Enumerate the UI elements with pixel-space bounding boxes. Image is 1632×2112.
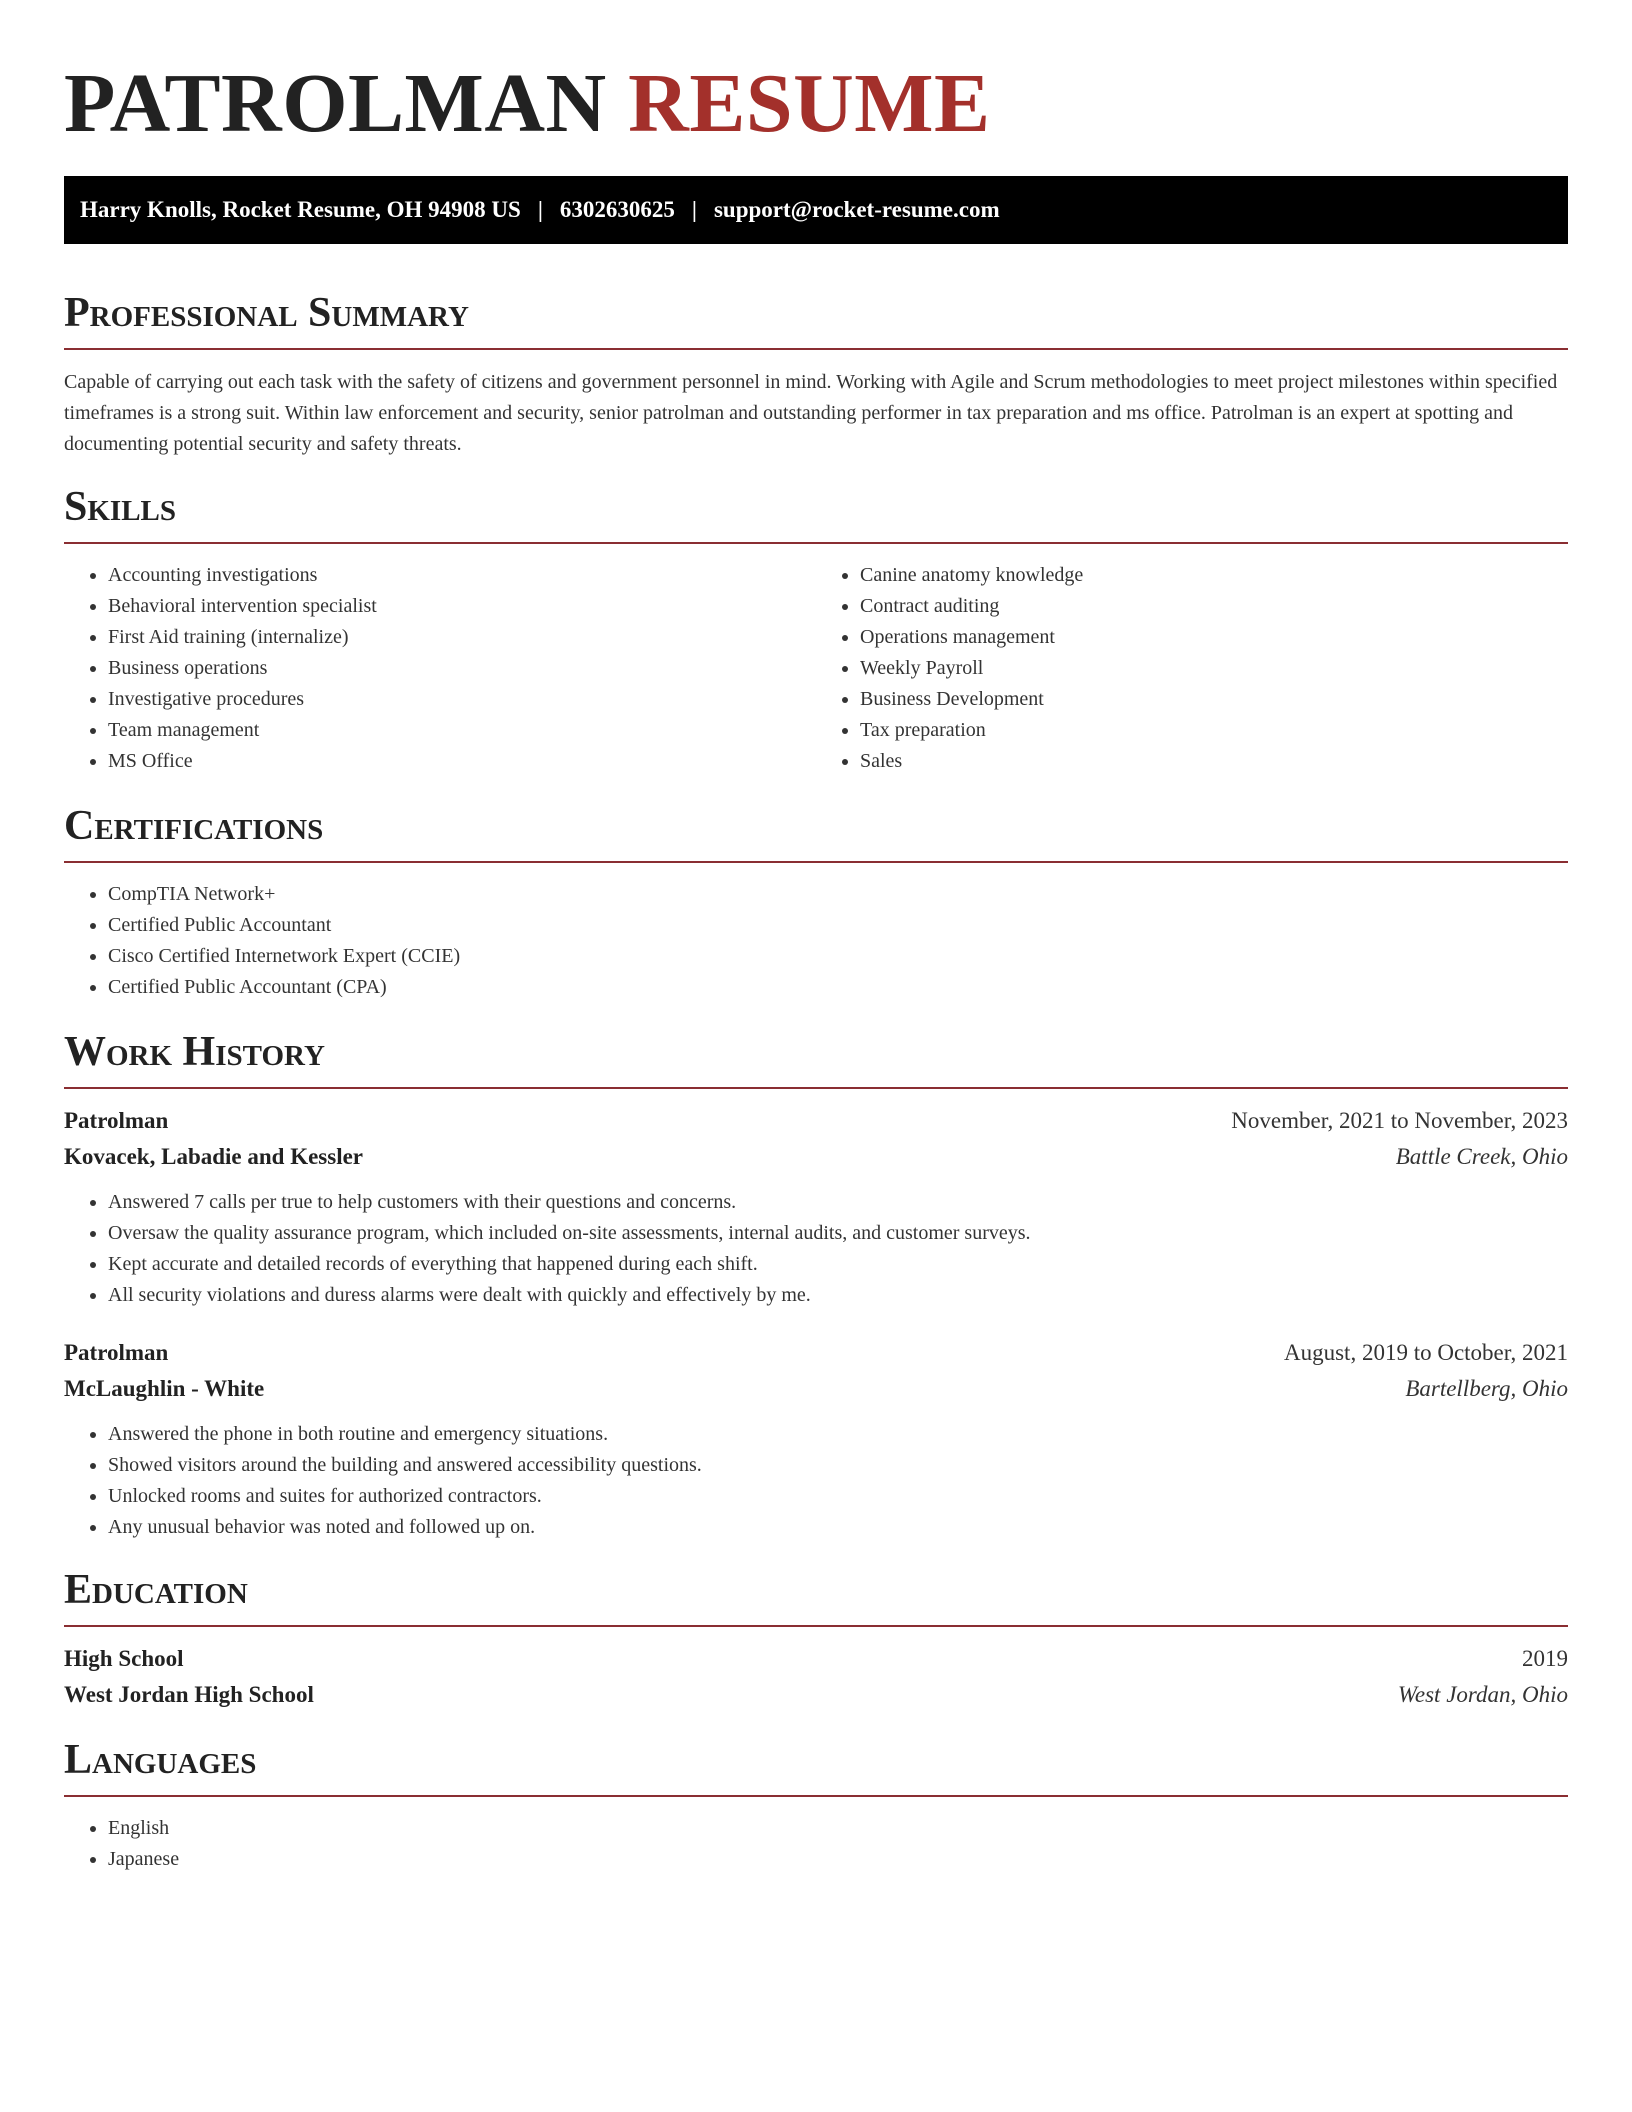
contact-phone[interactable]: 6302630625: [559, 197, 675, 222]
resume-title: [64, 0, 1568, 150]
job-duty-item: • All security violations and duress alarms were dealt with quickly and effectively by me.: [108, 1280, 1568, 1311]
education-entry: [64, 1641, 1568, 1713]
section-heading-education: Education: [64, 1565, 1568, 1627]
contact-name-address: Harry Knolls, Rocket Resume, OH 94908 US: [80, 197, 521, 222]
summary-section: [64, 288, 1568, 460]
certification-item: • Certified Public Accountant: [108, 910, 1568, 941]
skill-item: • Canine anatomy knowledge: [860, 560, 1568, 591]
job-duty-item: • Oversaw the quality assurance program, which included on-site assessments, internal audits, and customer surveys.: [108, 1218, 1568, 1249]
contact-separator: |: [537, 197, 543, 222]
section-heading-work-history: Work History: [64, 1027, 1568, 1089]
certifications-list: [64, 879, 1568, 1003]
job-dates: November, 2021 to November, 2023: [1231, 1108, 1568, 1133]
education-row-1: [64, 1641, 1568, 1677]
contact-email[interactable]: support@rocket-resume.com: [713, 197, 1000, 222]
job-entry: [64, 1335, 1568, 1543]
section-heading-certifications: Certifications: [64, 801, 1568, 863]
job-company: Kovacek, Labadie and Kessler: [64, 1144, 364, 1169]
education-school: West Jordan High School: [64, 1682, 314, 1707]
skill-item: • Operations management: [860, 622, 1568, 653]
skills-columns: [64, 560, 1568, 777]
language-item: • Japanese: [108, 1844, 1568, 1875]
job-duties-list: [64, 1187, 1568, 1311]
contact-separator: |: [691, 197, 697, 222]
skill-item: • MS Office: [108, 746, 816, 777]
job-company: McLaughlin - White: [64, 1376, 265, 1401]
skill-item: • Business operations: [108, 653, 816, 684]
languages-list: [64, 1813, 1568, 1875]
job-dates: August, 2019 to October, 2021: [1284, 1340, 1568, 1365]
languages-section: [64, 1735, 1568, 1875]
skill-item: • Contract auditing: [860, 591, 1568, 622]
education-year: 2019: [1522, 1646, 1568, 1671]
job-duty-item: • Kept accurate and detailed records of everything that happened during each shift.: [108, 1249, 1568, 1280]
skills-list-left: [64, 560, 816, 777]
skill-item: • Tax preparation: [860, 715, 1568, 746]
certifications-section: [64, 801, 1568, 1003]
job-duty-item: • Answered the phone in both routine and emergency situations.: [108, 1419, 1568, 1450]
skill-item: • Weekly Payroll: [860, 653, 1568, 684]
title-main: PATROLMAN: [64, 57, 607, 150]
job-header-row: [64, 1103, 1568, 1139]
job-duty-item: • Showed visitors around the building and answered accessibility questions.: [108, 1450, 1568, 1481]
certification-item: • CompTIA Network+: [108, 879, 1568, 910]
certification-item: • Certified Public Accountant (CPA): [108, 972, 1568, 1003]
job-title: Patrolman: [64, 1108, 169, 1133]
job-title: Patrolman: [64, 1340, 169, 1365]
section-heading-skills: Skills: [64, 482, 1568, 544]
skill-item: • First Aid training (internalize): [108, 622, 816, 653]
job-company-row: [64, 1139, 1568, 1175]
job-entry: [64, 1103, 1568, 1311]
education-row-2: [64, 1677, 1568, 1713]
skill-item: • Investigative procedures: [108, 684, 816, 715]
certification-item: • Cisco Certified Internetwork Expert (CCIE): [108, 941, 1568, 972]
education-section: [64, 1565, 1568, 1713]
job-location: Bartellberg, Ohio: [1405, 1376, 1568, 1401]
skill-item: • Business Development: [860, 684, 1568, 715]
language-item: • English: [108, 1813, 1568, 1844]
job-duty-item: • Any unusual behavior was noted and followed up on.: [108, 1512, 1568, 1543]
contact-bar: [64, 176, 1568, 244]
education-degree: High School: [64, 1646, 184, 1671]
job-duties-list: [64, 1419, 1568, 1543]
job-location: Battle Creek, Ohio: [1395, 1144, 1568, 1169]
summary-text: Capable of carrying out each task with the safety of citizens and government personnel in mind. Working with Agile and Scrum methodologies to meet project milestones within specified timeframes is a strong suit. Within law enforcement and security, senior patrolman and outstanding performer in tax preparation and ms office. Patrolman is an expert at spotting and documenting potential security and safety threats.: [64, 371, 1558, 455]
section-heading-languages: Languages: [64, 1735, 1568, 1797]
skill-item: • Behavioral intervention specialist: [108, 591, 816, 622]
jobs-list: [64, 1103, 1568, 1543]
skill-item: • Team management: [108, 715, 816, 746]
skills-section: [64, 482, 1568, 777]
job-company-row: [64, 1371, 1568, 1407]
skill-item: • Sales: [860, 746, 1568, 777]
title-accent: RESUME: [628, 57, 991, 150]
job-duty-item: • Answered 7 calls per true to help customers with their questions and concerns.: [108, 1187, 1568, 1218]
section-heading-summary: Professional Summary: [64, 288, 1568, 350]
education-location: West Jordan, Ohio: [1397, 1682, 1568, 1707]
job-duty-item: • Unlocked rooms and suites for authorized contractors.: [108, 1481, 1568, 1512]
work-history-section: [64, 1027, 1568, 1543]
job-header-row: [64, 1335, 1568, 1371]
skill-item: • Accounting investigations: [108, 560, 816, 591]
skills-list-right: [816, 560, 1568, 777]
